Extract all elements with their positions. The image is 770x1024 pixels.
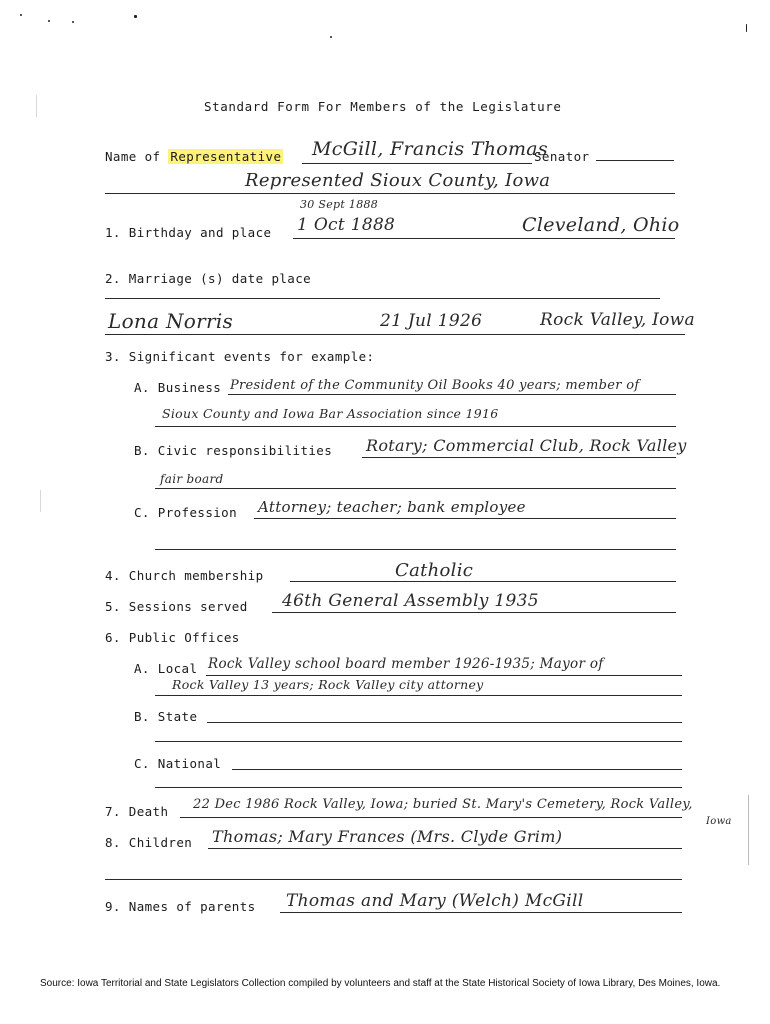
civic-value-2: fair board [160,472,224,486]
death-value: 22 Dec 1986 Rock Valley, Iowa; buried St. Mary's Cemetery, Rock Valley, [193,797,693,812]
name-value: McGill, Francis Thomas [312,138,548,160]
parents-label: 9. Names of parents [105,899,256,914]
senator-label: Senator [534,149,590,164]
marriage-spouse: Lona Norris [108,309,234,333]
church-line [290,581,676,582]
local-line-2 [155,695,682,696]
business-value-2: Sioux County and Iowa Bar Association since 1916 [162,406,499,421]
local-value-1: Rock Valley school board member 1926-1935; Mayor of [208,656,604,672]
state-label: B. State [134,709,198,724]
sessions-value: 46th General Assembly 1935 [282,591,539,611]
death-line [180,817,682,818]
profession-label: C. Profession [134,505,238,520]
children-line-1 [208,848,682,849]
marriage-place: Rock Valley, Iowa [540,310,695,330]
marriage-date: 21 Jul 1926 [380,311,483,331]
business-line-2 [155,426,676,427]
civic-label: B. Civic responsibilities [134,443,333,458]
name-second-line [105,193,675,194]
children-label: 8. Children [105,835,193,850]
state-line-2 [155,741,682,742]
name-line [302,163,532,164]
form-title: Standard Form For Members of the Legislature [204,99,562,114]
representative-highlight: Representative [170,149,282,164]
sessions-line [272,612,676,613]
birthday-date: 1 Oct 1888 [297,215,396,235]
marriage-label: 2. Marriage (s) date place [105,271,312,286]
children-line-2 [105,879,682,880]
church-value: Catholic [395,560,474,581]
local-label: A. Local [134,661,198,676]
civic-line-2 [155,488,676,489]
punch-hole-mark [40,490,41,512]
parents-line [280,912,682,913]
punch-hole-mark [36,95,37,117]
church-label: 4. Church membership [105,568,264,583]
scan-speck [20,14,22,16]
source-footer: Source: Iowa Territorial and State Legislators Collection compiled by volunteers and staff at the State Historical Society of Iowa Library, Des Moines, Iowa. [40,978,721,989]
state-line-1 [207,722,682,723]
significant-label: 3. Significant events for example: [105,349,375,364]
represented-note: Represented Sioux County, Iowa [245,170,551,191]
death-overflow: Iowa [706,816,732,827]
civic-line-1 [362,457,676,458]
scan-speck [746,24,747,32]
scan-speck [48,20,50,22]
profession-line-1 [254,518,676,519]
business-label: A. Business [134,380,222,395]
marriage-line-1 [105,298,660,299]
marriage-line-2 [105,334,685,335]
birthday-line [293,238,675,239]
profession-value: Attorney; teacher; bank employee [258,498,526,516]
local-line-1 [206,675,682,676]
scan-speck [72,21,74,23]
business-line-1 [228,394,676,395]
scan-speck [134,15,137,18]
scan-speck [330,36,332,38]
public-offices-label: 6. Public Offices [105,630,240,645]
birthday-label: 1. Birthday and place [105,225,272,240]
name-label-prefix: Name of [105,149,161,164]
national-line-1 [232,769,682,770]
national-line-2 [155,787,682,788]
civic-value-1: Rotary; Commercial Club, Rock Valley [366,436,687,455]
birthday-note: 30 Sept 1888 [300,198,379,211]
sessions-label: 5. Sessions served [105,599,248,614]
children-value: Thomas; Mary Frances (Mrs. Clyde Grim) [212,827,563,846]
senator-line [596,160,674,161]
business-value-1: President of the Community Oil Books 40 years; member of [230,378,640,393]
parents-value: Thomas and Mary (Welch) McGill [286,891,584,911]
profession-line-2 [155,549,676,550]
page-edge-mark [748,795,749,865]
name-label [105,149,283,164]
local-value-2: Rock Valley 13 years; Rock Valley city attorney [172,677,484,692]
death-label: 7. Death [105,804,169,819]
birthday-place: Cleveland, Ohio [522,214,680,236]
national-label: C. National [134,756,222,771]
